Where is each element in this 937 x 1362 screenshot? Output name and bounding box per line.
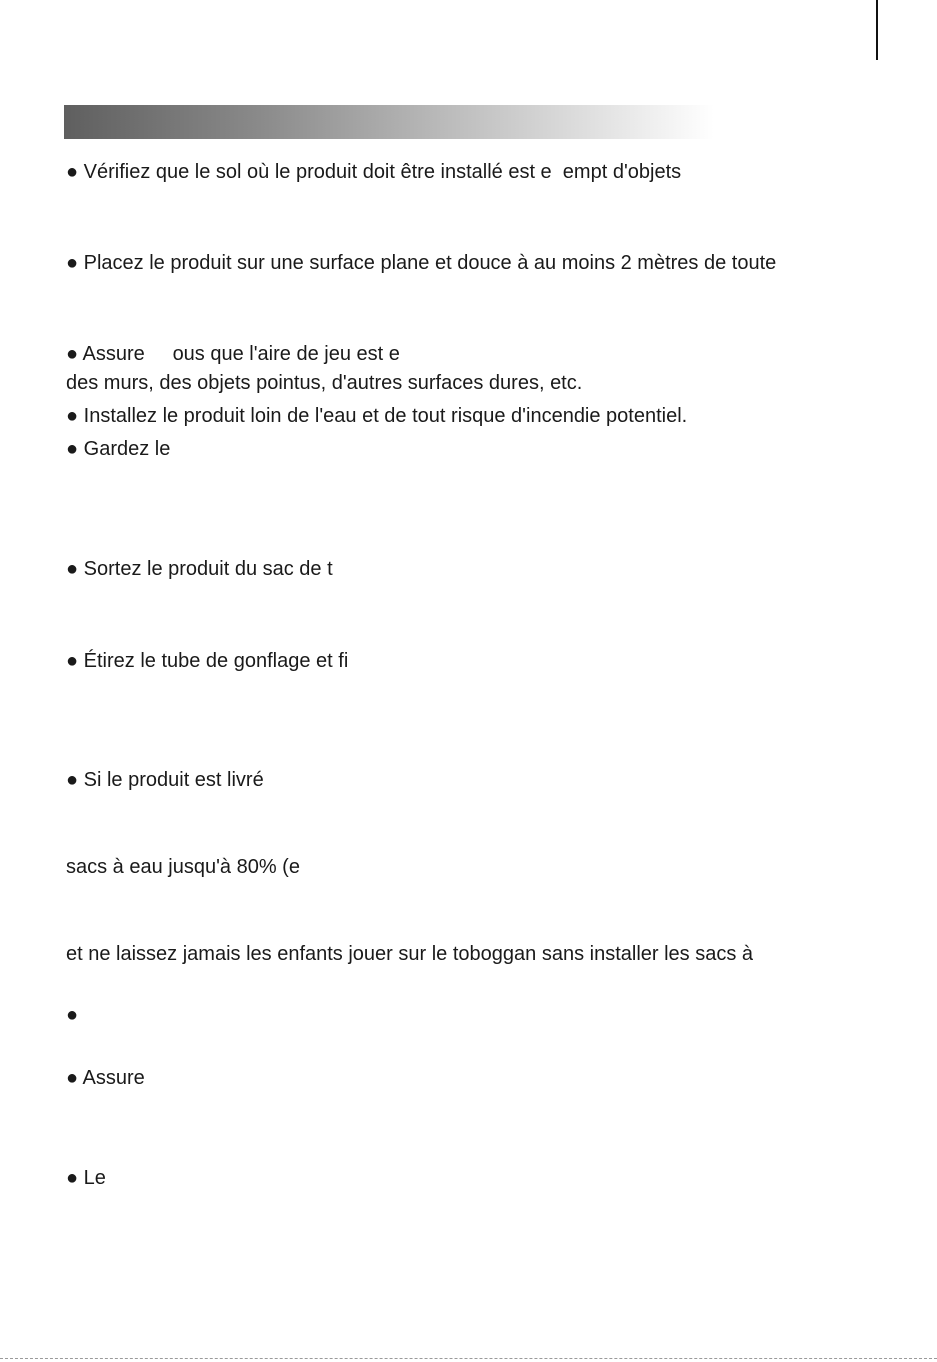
page-edge-line bbox=[876, 0, 878, 60]
bullet-line: ● Gardez le bbox=[66, 438, 171, 460]
bullet-line: ● Assure bbox=[66, 1067, 145, 1089]
bullet-line: ● Étirez le tube de gonflage et fi bbox=[66, 650, 349, 672]
bullet-line: ● Placez le produit sur une surface plane et douce à au moins 2 mètres de toute bbox=[66, 252, 777, 274]
bullet-line: ● Installez le produit loin de l'eau et de tout risque d'incendie potentiel. bbox=[66, 405, 688, 427]
bullet-line: ● Vérifiez que le sol où le produit doit être installé est e empt d'objets bbox=[66, 161, 682, 183]
bullet-line: ● Si le produit est livré bbox=[66, 769, 264, 791]
bullet-line: ● bbox=[66, 1004, 79, 1026]
section-header-bar bbox=[64, 105, 714, 139]
text-line: sacs à eau jusqu'à 80% (e bbox=[66, 856, 300, 878]
bullet-line: ● Le bbox=[66, 1167, 106, 1189]
text-line: des murs, des objets pointus, d'autres surfaces dures, etc. bbox=[66, 372, 583, 394]
text-line: et ne laissez jamais les enfants jouer sur le toboggan sans installer les sacs à bbox=[66, 943, 754, 965]
bullet-line: ● Sortez le produit du sac de t bbox=[66, 558, 333, 580]
bottom-dashed-rule bbox=[0, 1358, 937, 1359]
bullet-line: ● Assure ous que l'aire de jeu est e bbox=[66, 343, 400, 365]
